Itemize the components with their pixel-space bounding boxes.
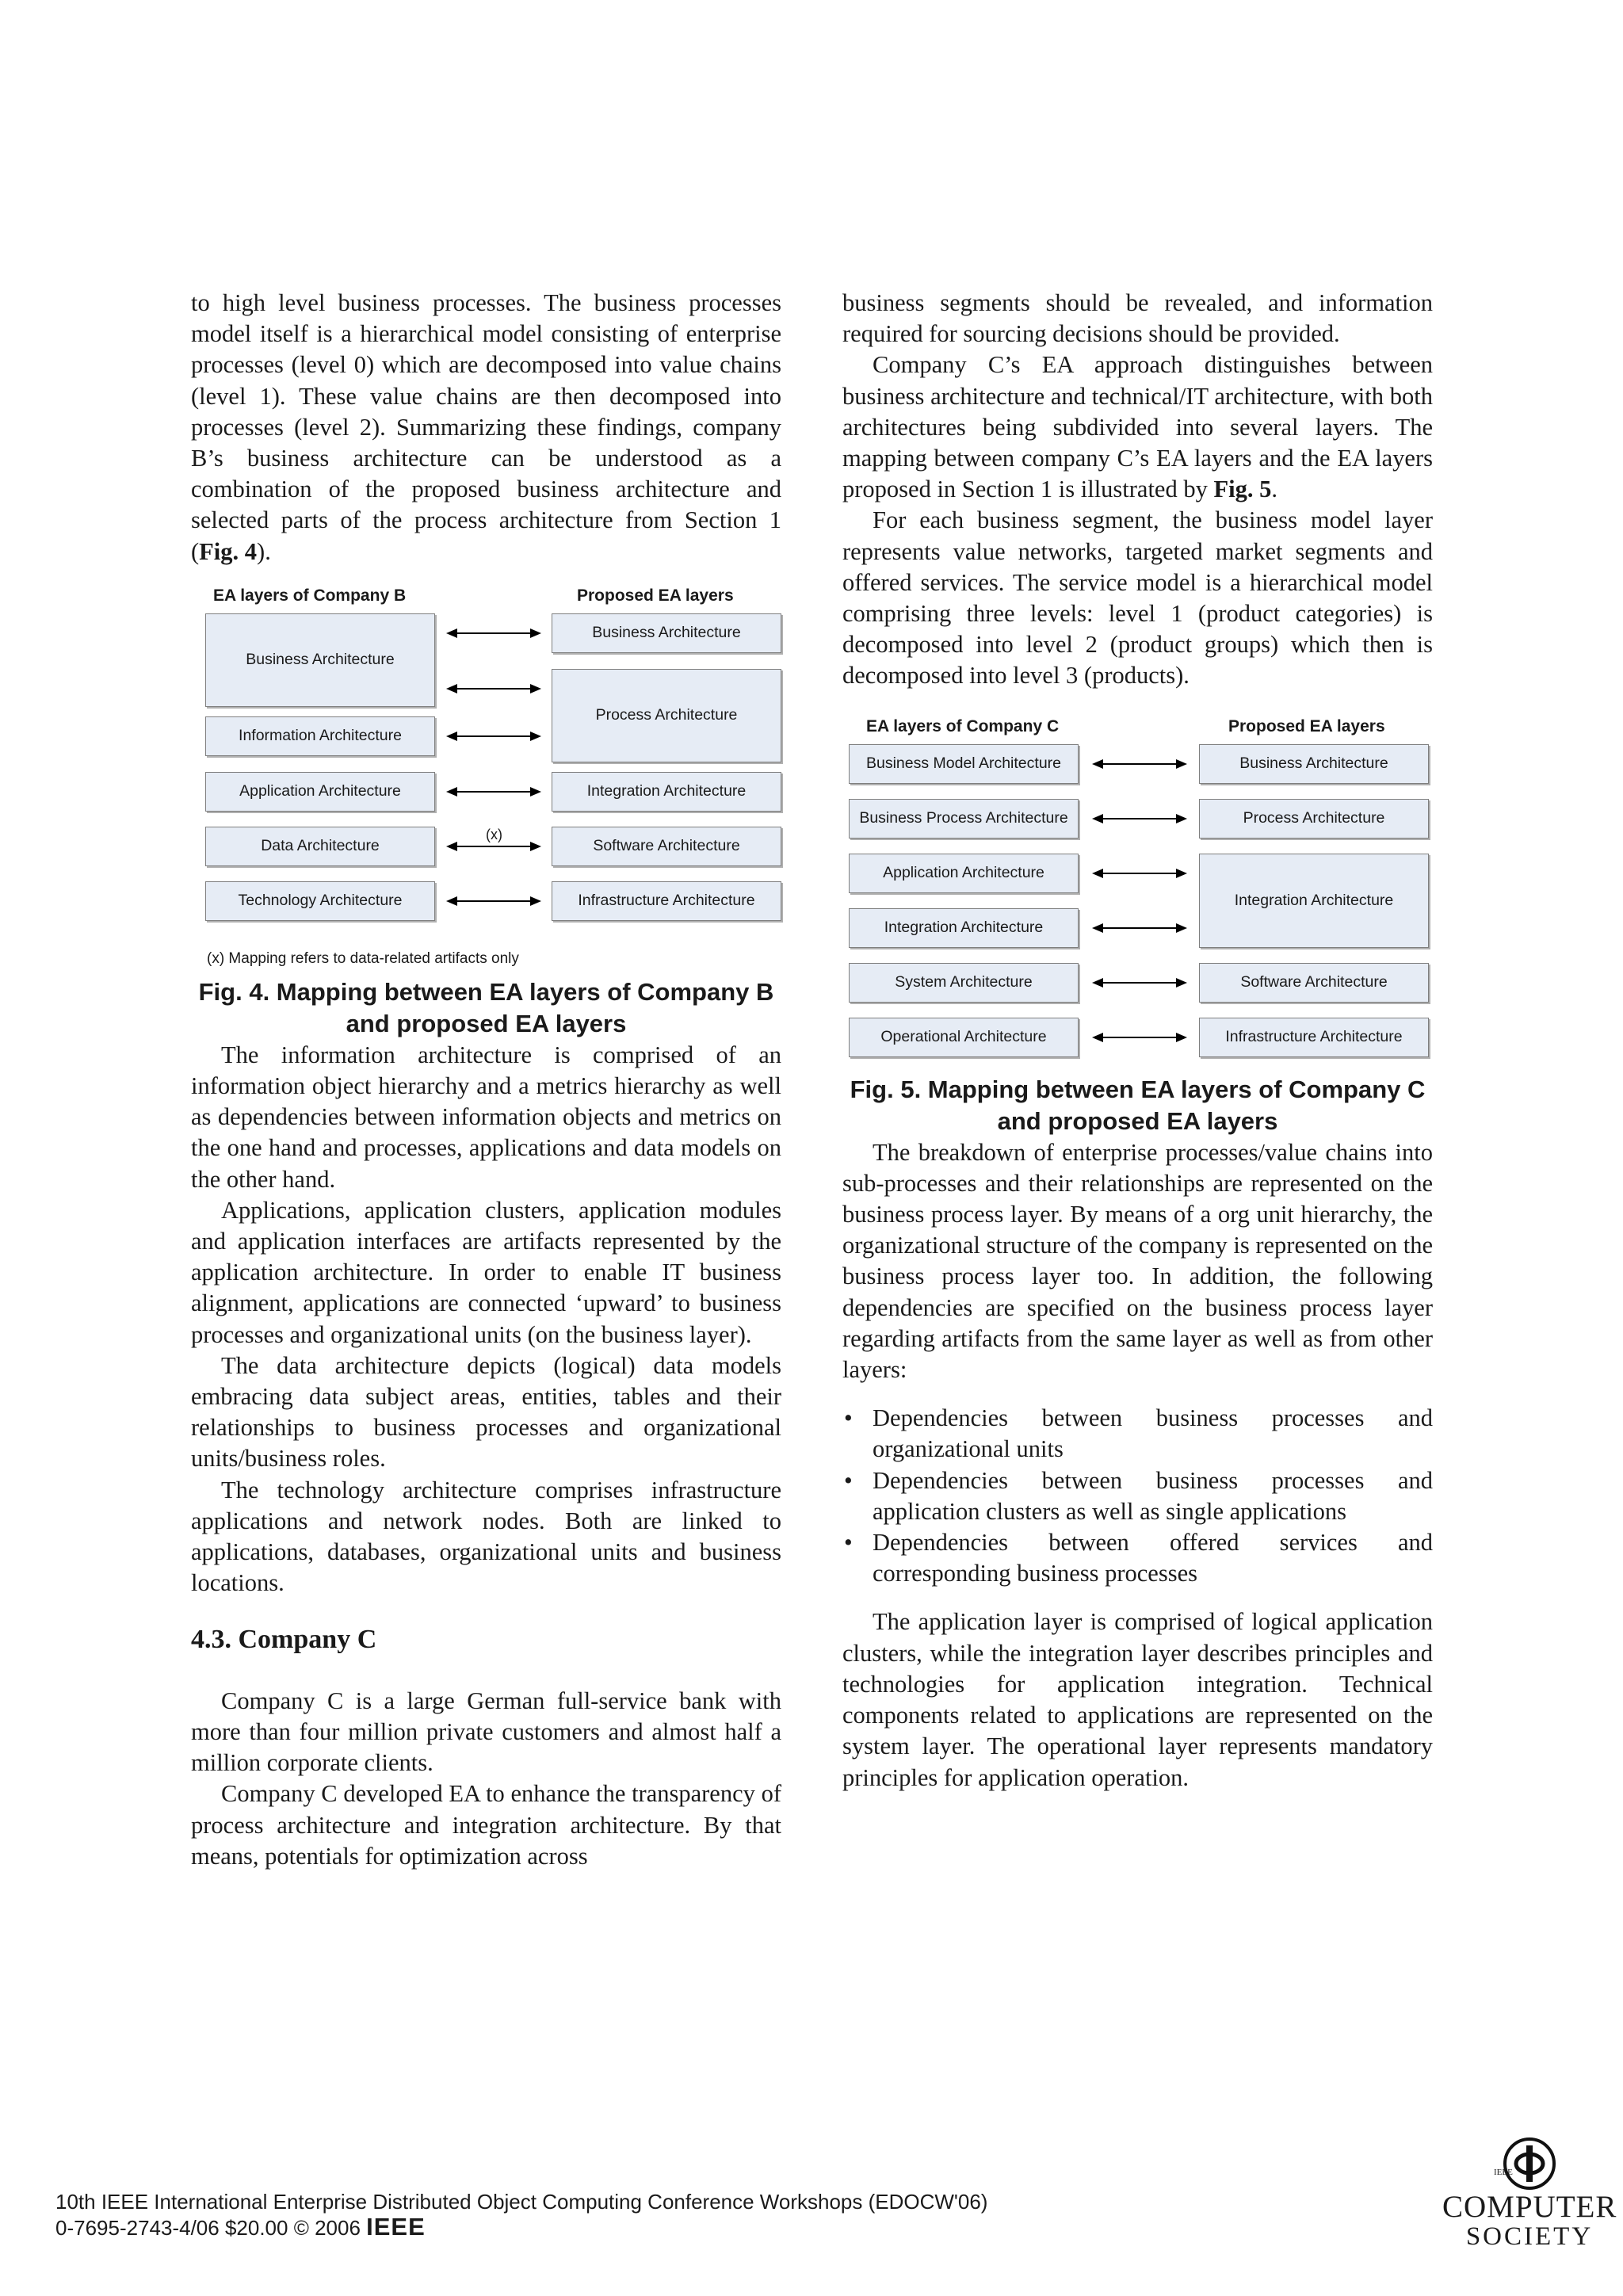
fig4-left-box: Information Architecture — [205, 716, 435, 756]
fig4-left-box: Technology Architecture — [205, 881, 435, 921]
double-arrow — [1092, 812, 1187, 825]
double-arrow — [446, 785, 541, 798]
fig5-right-box: Software Architecture — [1199, 963, 1429, 1003]
double-arrow — [446, 840, 541, 853]
paragraph: The application layer is comprised of logical application clusters, while the integration layer describes principles and technologies for application integration. Technical components related to applications are represented on the system layer. The operational layer represents mandatory principles for application operation. — [842, 1608, 1433, 1791]
fig4-right-box: Integration Architecture — [552, 772, 781, 812]
paragraph: to high level business processes. The business processes model itself is a hierarchical model consisting of enterprise processes (level 0) which are decomposed into value chains (level 1). These value chains are then decomposed into processes (level 2). Summarizing these findings, company B’s business architecture can be understood as a combination of the proposed business architecture and selected parts of the process architecture from Section 1 (Fig. 4). — [191, 289, 781, 565]
footer — [55, 2189, 987, 2241]
paragraph: The breakdown of enterprise processes/value chains into sub-processes and their relationships are represented on the business process layer. By means of a org unit hierarchy, the organizational structure of the company is represented on the business process layer too. In addition, the following dependencies are specified on the business process layer regarding artifacts from the same layer as well as from other layers: — [842, 1138, 1433, 1384]
paragraph: Company C developed EA to enhance the transparency of process architecture and integration architecture. By that means, potentials for optimization across — [191, 1780, 781, 1870]
fig5-left-box: Business Model Architecture — [849, 744, 1079, 784]
paragraph: business segments should be revealed, and information required for sourcing decisions should be provided. — [842, 289, 1433, 348]
logo-computer: COMPUTER — [1442, 2190, 1617, 2224]
fig4-right-box: Software Architecture — [552, 827, 781, 866]
double-arrow — [446, 730, 541, 743]
double-arrow — [1092, 758, 1187, 770]
list-item: • Dependencies between business processes and organizational units — [842, 1403, 1433, 1465]
fig5-left-box: Business Process Architecture — [849, 799, 1079, 839]
left-column — [191, 288, 781, 1872]
paragraph: Applications, application clusters, application modules and application interfaces are artifacts represented by the application architecture. In order to enable IT business alignment, applications are connected ‘upward’ to business processes and organizational units (on the business layer). — [191, 1196, 781, 1348]
fig4-right-box: Infrastructure Architecture — [552, 881, 781, 921]
fig4-left-box: Business Architecture — [205, 613, 435, 707]
fig5-left-box: Operational Architecture — [849, 1018, 1079, 1057]
double-arrow — [446, 682, 541, 695]
paragraph: For each business segment, the business model layer represents value networks, targeted market segments and offered services. The service model is a hierarchical model comprising three levels: level 1 (product categories) is decomposed into level 2 (product groups) which then is decomposed into level 3 (products). — [842, 506, 1433, 690]
bullet-list — [842, 1403, 1433, 1589]
double-arrow — [1092, 1031, 1187, 1044]
fig5-left-box: Integration Architecture — [849, 908, 1079, 948]
logo-small-text: IEEE — [1494, 2168, 1513, 2177]
phi-emblem-icon — [1502, 2136, 1557, 2191]
fig5-right-box: Business Architecture — [1199, 744, 1429, 784]
double-arrow — [1092, 867, 1187, 880]
fig5-left-box: Application Architecture — [849, 854, 1079, 893]
logo-society: SOCIETY — [1465, 2222, 1594, 2251]
fig5-right-box: Process Architecture — [1199, 799, 1429, 839]
double-arrow — [1092, 976, 1187, 989]
figure-4-diagram — [191, 580, 781, 976]
fig4-left-box: Application Architecture — [205, 772, 435, 812]
figure-5-caption: Fig. 5. Mapping between EA layers of Company C and proposed EA layers — [850, 1075, 1426, 1135]
fig5-left-header: EA layers of Company C — [866, 716, 1060, 735]
ieee-wordmark: IEEE — [366, 2213, 426, 2241]
figure-5-diagram — [842, 711, 1433, 1060]
paragraph: Company C’s EA approach distinguishes between business architecture and technical/IT architecture, with both architectures being subdivided into several layers. The mapping between company C’s EA layers and the EA layers proposed in Section 1 is illustrated by Fig. 5. — [842, 351, 1433, 503]
fig4-x-marker: (x) — [486, 826, 502, 842]
right-column — [842, 288, 1433, 1794]
figure-reference: Fig. 4 — [199, 537, 258, 565]
double-arrow — [446, 627, 541, 640]
paragraph: The information architecture is comprised of an information object hierarchy and a metrics hierarchy as well as dependencies between information objects and metrics on the one hand and processes, applications and data models on the other hand. — [191, 1041, 781, 1193]
fig5-right-header: Proposed EA layers — [1228, 716, 1385, 735]
fig4-note: (x) Mapping refers to data-related artifacts only — [207, 949, 519, 967]
isbn-line: 0-7695-2743-4/06 $20.00 © 2006 IEEE — [55, 2213, 426, 2241]
double-arrow — [1092, 922, 1187, 934]
fig4-right-box: Business Architecture — [552, 613, 781, 653]
fig4-right-box: Process Architecture — [552, 669, 781, 762]
fig4-right-header: Proposed EA layers — [577, 586, 734, 605]
paragraph: The technology architecture comprises infrastructure applications and network nodes. Both are linked to applications, databases, organizational units and business locations. — [191, 1476, 781, 1597]
fig5-left-box: System Architecture — [849, 963, 1079, 1003]
fig5-right-box: Integration Architecture — [1199, 854, 1429, 948]
fig4-left-box: Data Architecture — [205, 827, 435, 866]
double-arrow — [446, 895, 541, 907]
figure-reference: Fig. 5 — [1213, 476, 1272, 503]
fig4-left-header: EA layers of Company B — [213, 586, 407, 605]
fig5-right-box: Infrastructure Architecture — [1199, 1018, 1429, 1057]
list-item: • Dependencies between business processes and application clusters as well as single applications — [842, 1465, 1433, 1527]
figure-4-caption: Fig. 4. Mapping between EA layers of Company B and proposed EA layers — [198, 977, 774, 1037]
list-item: • Dependencies between offered services and corresponding business processes — [842, 1527, 1433, 1589]
paragraph: The data architecture depicts (logical) data models embracing data subject areas, entities, tables and their relationships to business processes and organizational units/business roles. — [191, 1351, 781, 1473]
paragraph: Company C is a large German full-service bank with more than four million private customers and almost half a million corporate clients. — [191, 1687, 781, 1777]
section-heading: 4.3. Company C — [191, 1625, 377, 1655]
computer-society-logo — [1442, 2136, 1617, 2267]
conference-line: 10th IEEE International Enterprise Distributed Object Computing Conference Workshops (EDOCW'06) — [55, 2190, 988, 2214]
